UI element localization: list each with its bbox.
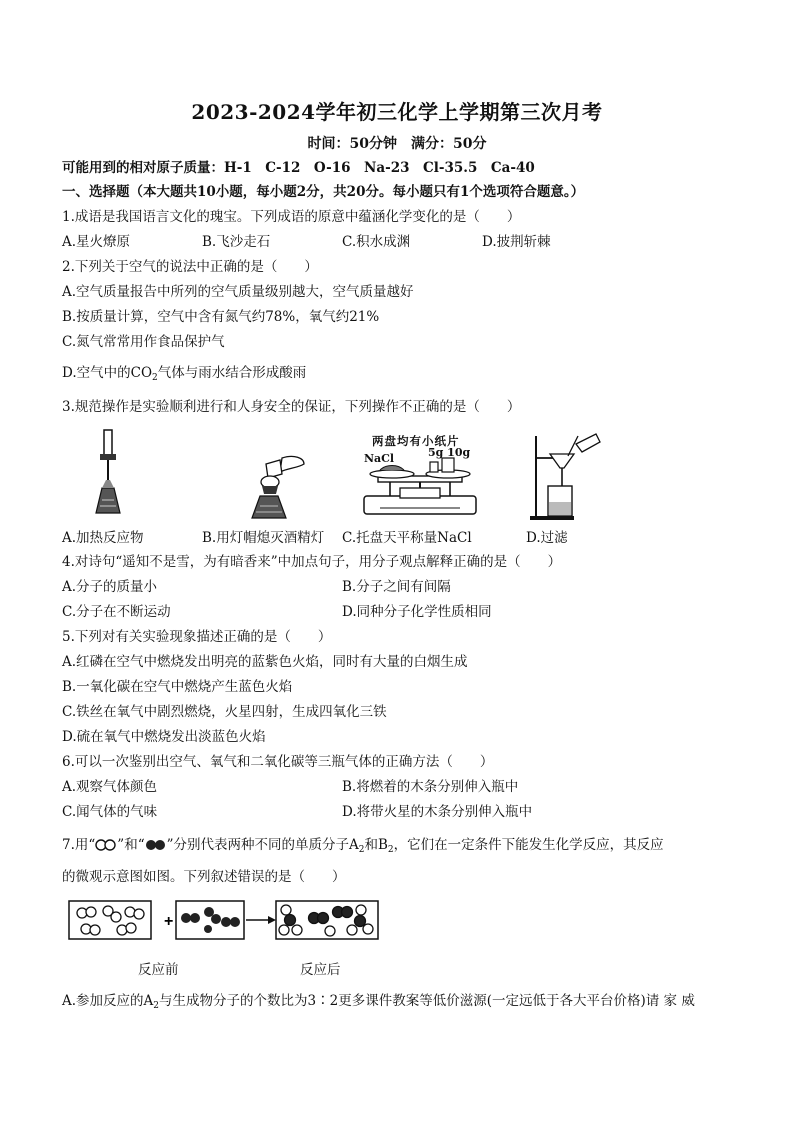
q1-option-d: D.披荆斩棘: [482, 234, 551, 250]
q2-option-b: B.按质量计算，空气中含有氮气约78%，氧气约21%: [62, 309, 380, 325]
q6-option-a: A.观察气体颜色: [62, 779, 158, 795]
balance-note: 两盘均有小纸片: [372, 434, 460, 448]
page-title: 2023-2024学年初三化学上学期第三次月考: [191, 100, 603, 124]
q4-option-c: C.分子在不断运动: [62, 604, 171, 620]
q6-option-b: B.将燃着的木条分别伸入瓶中: [342, 779, 519, 795]
q1-option-a: A.星火燎原: [62, 234, 131, 250]
q5-stem: 5.下列对有关实验现象描述正确的是（ ）: [62, 629, 332, 645]
q7-stem-line2: 的微观示意图如图。下列叙述错误的是（ ）: [62, 869, 346, 885]
caption-before: 反应前: [138, 962, 179, 978]
q2-option-d: D.空气中的$CO_2$气体与雨水结合形成酸雨: [62, 365, 307, 383]
q6-option-d: D.将带火星的木条分别伸入瓶中: [342, 804, 533, 820]
q7-stem: 7.用“ ”和“ ”分别代表两种不同的单质分子$A_2$和$B_2$，它们在一定条件下能发生化学反应，其反应: [62, 837, 664, 855]
balance-left-label: NaCl: [364, 452, 395, 465]
q2-stem: 2.下列关于空气的说法中正确的是（ ）: [62, 259, 318, 275]
white-molecule-icon: [95, 839, 117, 851]
q5-option-c: C.铁丝在氧气中剧烈燃烧，火星四射，生成四氧化三铁: [62, 704, 387, 720]
q3-option-b: B.用灯帽熄灭酒精灯: [202, 530, 325, 546]
q2-option-a: A.空气质量报告中所列的空气质量级别越大，空气质量越好: [62, 284, 414, 300]
time-info: 时间：50分钟 满分：50分: [307, 136, 487, 152]
q6-option-c: C.闻气体的气味: [62, 804, 158, 820]
q3-stem: 3.规范操作是实验顺利进行和人身安全的保证，下列操作不正确的是（ ）: [62, 399, 521, 415]
q4-stem: 4.对诗句“遥知不是雪，为有暗香来”中加点句子，用分子观点解释正确的是（ ）: [62, 554, 562, 570]
q6-stem: 6.可以一次鉴别出空气、氧气和二氧化碳等三瓶气体的正确方法（ ）: [62, 754, 494, 770]
q4-option-a: A.分子的质量小: [62, 579, 158, 595]
q4-option-d: D.同种分子化学性质相同: [342, 604, 492, 620]
q5-option-a: A.红磷在空气中燃烧发出明亮的蓝紫色火焰，同时有大量的白烟生成: [62, 654, 468, 670]
q2-option-c: C.氮气常常用作食品保护气: [62, 334, 225, 350]
q1-option-c: C.积水成渊: [342, 234, 411, 250]
filtration-figure: [528, 432, 608, 522]
q5-option-b: B.一氧化碳在空气中燃烧产生蓝色火焰: [62, 679, 293, 695]
balance-weights-label: 5g 10g: [428, 446, 471, 459]
q5-option-d: D.硫在氧气中燃烧发出淡蓝色火焰: [62, 729, 266, 745]
q1-stem: 1.成语是我国语言文化的瑰宝。下列成语的原意中蕴涵化学变化的是（ ）: [62, 209, 521, 225]
extinguish-lamp-figure: [232, 450, 307, 520]
q3-option-a: A.加热反应物: [62, 530, 144, 546]
black-molecule-icon: [145, 839, 167, 851]
atomic-masses: 可能用到的相对原子质量：H-1 C-12 O-16 Na-23 Cl-35.5 Ca-40: [62, 160, 535, 176]
q4-option-b: B.分子之间有间隔: [342, 579, 451, 595]
q7-option-a: A.参加反应的$A_2$与生成物分子的个数比为3∶2更多课件教案等低价滋源(一定远低于各大平台价格)请 家 威: [62, 993, 695, 1011]
reaction-diagram: [68, 898, 380, 944]
plus-sign: +: [164, 913, 174, 930]
q1-option-b: B.飞沙走石: [202, 234, 271, 250]
q3-option-d: D.过滤: [526, 530, 568, 546]
q3-option-c: C.托盘天平称量NaCl: [342, 530, 472, 546]
heating-reactant-figure: [80, 428, 140, 518]
caption-after: 反应后: [300, 962, 341, 978]
section-heading: 一、选择题（本大题共10小题，每小题2分，共20分。每小题只有1个选项符合题意。）: [62, 184, 585, 200]
